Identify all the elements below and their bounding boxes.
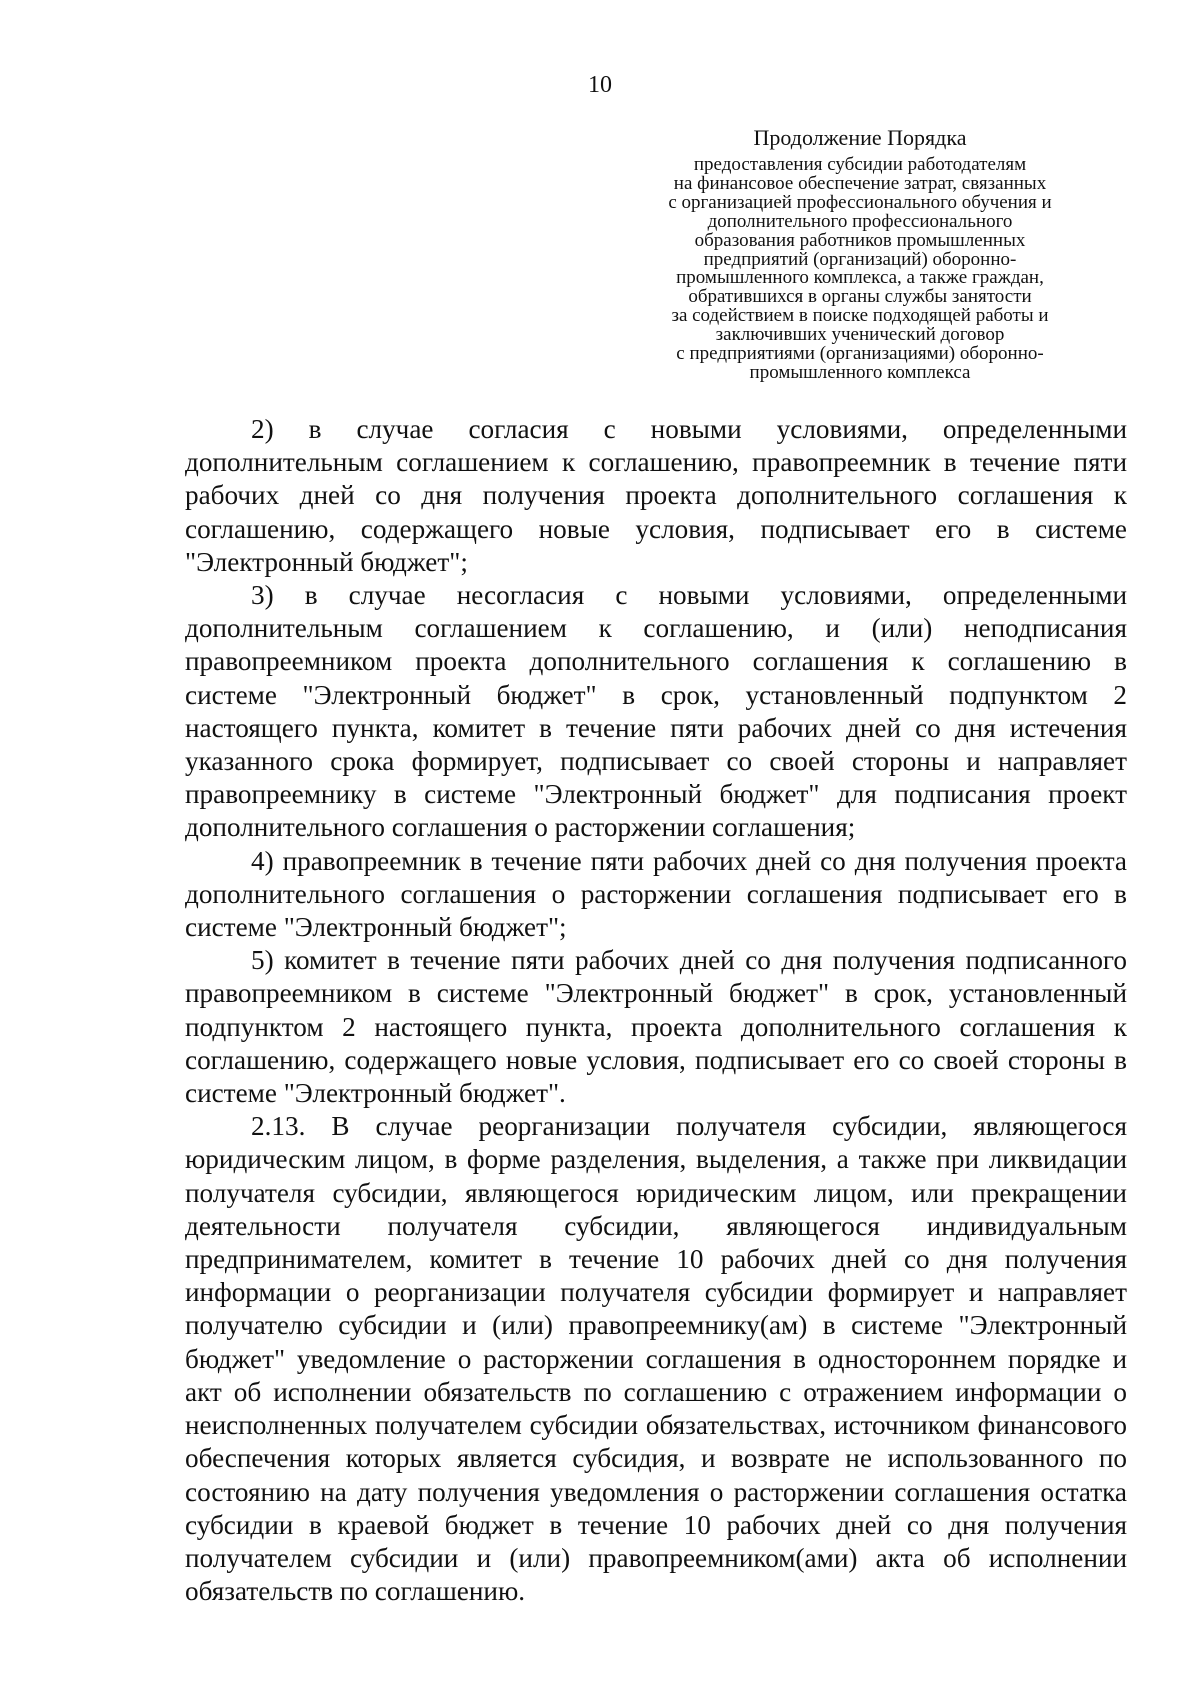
- paragraph-item-2: 2) в случае согласия с новыми условиями, определенными дополнительным соглашением к соглашению, правопреемник в течение пяти рабочих дней со дня получения проекта дополнительного соглашения к соглашению, содержащего новые условия, подписывает его в системе "Электронный бюджет";: [185, 414, 1127, 577]
- header-line: с предприятиями (организациями) оборонно-: [676, 343, 1044, 365]
- header-line: дополнительного профессионального: [707, 210, 1013, 232]
- header-title: Продолжение Порядка: [753, 125, 967, 150]
- header-line: обратившихся в органы службы занятости: [688, 286, 1032, 308]
- paragraph-item-5: 5) комитет в течение пяти рабочих дней со дня получения подписанного правопреемником в системе "Электронный бюджет" в срок, установленный подпунктом 2 настоящего пункта, проекта дополнительного соглашения к соглашению, содержащего новые условия, подписывает его со своей стороны в системе "Электронный бюджет".: [185, 945, 1127, 1109]
- header-line: с организацией профессионального обучения и: [668, 191, 1052, 213]
- header-line: промышленного комплекса, а также граждан,: [676, 267, 1044, 289]
- page-number: 10: [588, 72, 612, 98]
- paragraph-clause-2-13: 2.13. В случае реорганизации получателя субсидии, являющегося юридическим лицом, в форме разделения, выделения, а также при ликвидации получателя субсидии, являющегося юридическим лицом, или прекращении деятельности получателя субсидии, являющегося индивидуальным предпринимателем, комитет в течение 10 рабочих дней со дня получения информации о реорганизации получателя субсидии формирует и направляет получателю субсидии и (или) правопреемнику(ам) в системе "Электронный бюджет" уведомление о расторжении соглашения в одностороннем порядке и акт об исполнении обязательств по соглашению с отражением информации о неисполненных получателем субсидии обязательствах, источником финансового обеспечения которых является субсидия, и возврате не использованного по состоянию на дату получения уведомления о расторжении соглашения остатка субсидии в краевой бюджет в течение 10 рабочих дней со дня получения получателем субсидии и (или) правопреемником(ами) акта об исполнении обязательств по соглашению.: [185, 1111, 1127, 1607]
- paragraph-item-3: 3) в случае несогласия с новыми условиями, определенными дополнительным соглашением к соглашению, и (или) неподписания правопреемником проекта дополнительного соглашения к соглашению в системе "Электронный бюджет" в срок, установленный подпунктом 2 настоящего пункта, комитет в течение пяти рабочих дней со дня истечения указанного срока формирует, подписывает со своей стороны и направляет правопреемнику в системе "Электронный бюджет" для подписания проект дополнительного соглашения о расторжении соглашения;: [185, 580, 1127, 843]
- header-line: на финансовое обеспечение затрат, связанных: [673, 172, 1047, 194]
- header-line: образования работников промышленных: [694, 229, 1026, 251]
- header-subtitle: [600, 156, 1120, 383]
- document-body: [185, 413, 1127, 1608]
- header-line: заключивших ученический договор: [715, 324, 1005, 346]
- header-line: за содействием в поиске подходящей работы и: [671, 305, 1049, 327]
- header-line: промышленного комплекса: [749, 361, 971, 383]
- document-header: [600, 124, 1120, 383]
- header-line: предприятий (организаций) оборонно-: [703, 248, 1017, 270]
- paragraph-item-4: 4) правопреемник в течение пяти рабочих дней со дня получения проекта дополнительного соглашения о расторжении соглашения подписывает его в системе "Электронный бюджет";: [185, 845, 1127, 943]
- header-line: предоставления субсидии работодателям: [693, 154, 1027, 175]
